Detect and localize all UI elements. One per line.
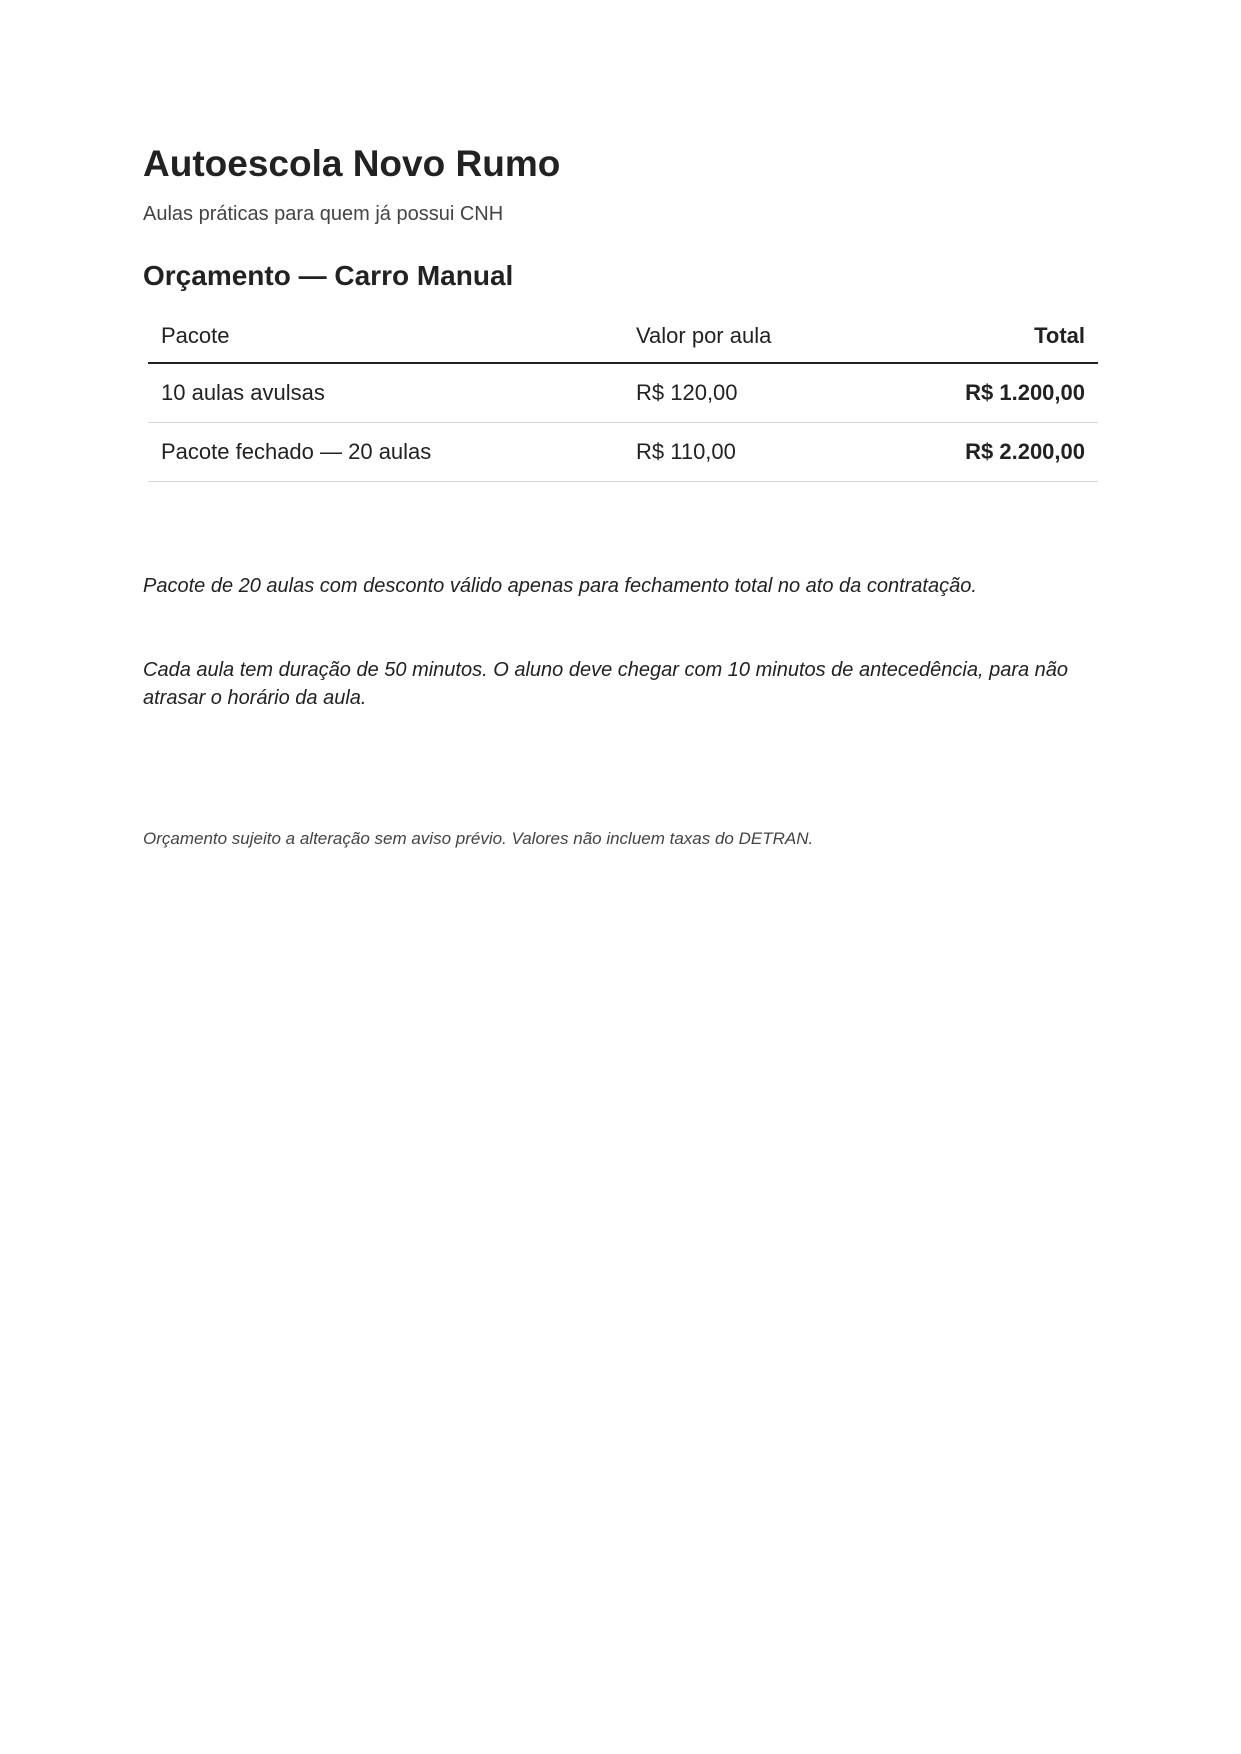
column-header-total: Total <box>849 310 1098 363</box>
price-table <box>148 310 1098 482</box>
cell-valor: R$ 110,00 <box>623 423 849 482</box>
cell-total: R$ 1.200,00 <box>849 363 1098 423</box>
column-header-pacote: Pacote <box>148 310 623 363</box>
quote-title: Orçamento — Carro Manual <box>143 260 514 291</box>
disclaimer: Orçamento sujeito a alteração sem aviso prévio. Valores não incluem taxas do DETRAN. <box>143 829 814 848</box>
note-lesson-duration: Cada aula tem duração de 50 minutos. O aluno deve chegar com 10 minutos de antecedência, para não atrasar o horário da aula. <box>143 659 1069 709</box>
cell-total: R$ 2.200,00 <box>849 423 1098 482</box>
cell-pacote: Pacote fechado — 20 aulas <box>148 423 623 482</box>
table-row <box>148 423 1098 482</box>
table-header-row <box>148 310 1098 363</box>
cell-valor: R$ 120,00 <box>623 363 849 423</box>
cell-pacote: 10 aulas avulsas <box>148 363 623 423</box>
note-discount: Pacote de 20 aulas com desconto válido apenas para fechamento total no ato da contratação. <box>143 575 977 597</box>
column-header-valor: Valor por aula <box>623 310 849 363</box>
page-subtitle: Aulas práticas para quem já possui CNH <box>143 203 504 225</box>
page-title: Autoescola Novo Rumo <box>143 143 561 184</box>
table-row <box>148 363 1098 423</box>
